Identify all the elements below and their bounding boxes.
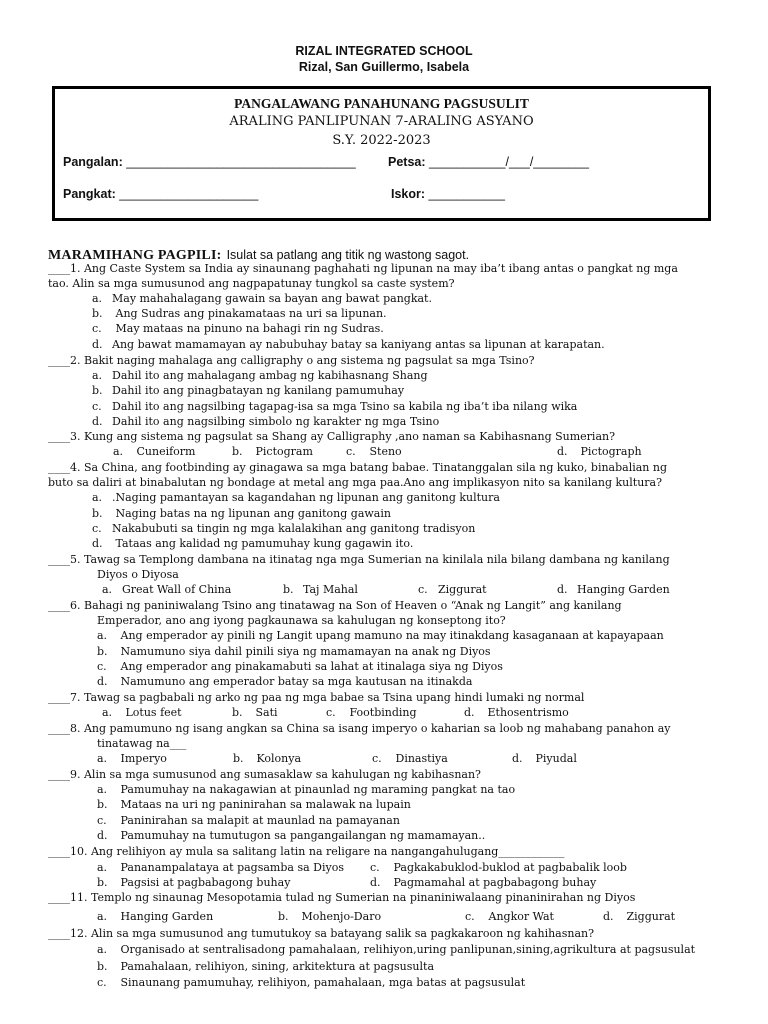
option-text: Lotus feet (122, 706, 182, 719)
exam-header-box (52, 86, 711, 221)
option (92, 307, 387, 321)
school-name: RIZAL INTEGRATED SCHOOL (295, 44, 473, 58)
option-letter: a. (97, 629, 108, 642)
question-text: ____1. Ang Caste System sa India ay sinaunang paghahati ng lipunan na may iba’t ibang antas o pangkat ng mga (48, 262, 678, 275)
option-letter: d. (557, 445, 568, 458)
option-text: Pagkakabuklod-buklod at pagbabalik loob (390, 861, 627, 874)
option-letter: c. (372, 752, 382, 765)
section-field-label: Pangkat: (63, 187, 116, 201)
option-letter: b. (283, 583, 294, 596)
option-text: Ziggurat (438, 583, 487, 596)
option (92, 400, 577, 414)
section-field[interactable] (63, 187, 258, 201)
option-letter: b. (97, 798, 108, 811)
option-letter: c. (97, 976, 107, 989)
option-letter: c. (370, 861, 380, 874)
option-text: Pamumuhay na nakagawian at pinaunlad ng maraming pangkat na tao (117, 783, 516, 796)
score-line[interactable]: ___________ (428, 187, 506, 201)
option (97, 976, 525, 990)
option (97, 752, 167, 766)
option (97, 861, 344, 875)
option (92, 338, 605, 352)
option-letter: d. (512, 752, 523, 765)
option (603, 910, 675, 924)
option-letter: a. (97, 752, 108, 765)
exam-subject: ARALING PANLIPUNAN 7-ARALING ASYANO (229, 114, 534, 129)
option-text: Ang Sudras ang pinakamataas na uri sa lipunan. (112, 307, 387, 320)
option (97, 814, 400, 828)
option-letter: b. (232, 445, 243, 458)
option-text: Ang bawat mamamayan ay nabubuhay batay sa kaniyang antas sa lipunan at karapatan. (112, 338, 605, 351)
option (97, 910, 213, 924)
option (92, 491, 500, 505)
option (97, 660, 503, 674)
option-letter: d. (370, 876, 381, 889)
option (97, 798, 411, 812)
option (464, 706, 569, 720)
option-letter: c. (97, 814, 107, 827)
option (232, 706, 278, 720)
option (283, 583, 358, 597)
option-text: Paninirahan sa malapit at maunlad na pamayanan (117, 814, 400, 827)
option (92, 292, 432, 306)
option-letter: b. (232, 706, 243, 719)
option-text: Ziggurat (623, 910, 676, 923)
option-text: Organisado at sentralisadong pamahalaan, relihiyon,uring panlipunan,sining,agrikultura at pagsusulat (117, 943, 696, 956)
option-text: Pictograph (577, 445, 642, 458)
option-text: Dinastiya (392, 752, 448, 765)
option-letter: a. (97, 943, 108, 956)
school-address: Rizal, San Guillermo, Isabela (298, 60, 470, 74)
name-field[interactable] (63, 155, 356, 169)
date-field[interactable] (388, 155, 589, 169)
option-letter: c. (97, 660, 107, 673)
section-heading (48, 244, 469, 264)
option (102, 706, 182, 720)
question-text: ____4. Sa China, ang footbinding ay ginagawa sa mga batang babae. Tinatanggalan sila ng kuko, binabalian ng (48, 461, 668, 474)
option-text: Dahil ito ang nagsilbing tagapag-isa sa mga Tsino sa kabila ng iba’t iba nilang wika (112, 400, 578, 413)
option-text: Angkor Wat (485, 910, 554, 923)
option-letter: b. (92, 384, 103, 397)
name-line[interactable]: _________________________________ (126, 155, 356, 169)
question-text: ____9. Alin sa mga sumusunod ang sumasaklaw sa kahulugan ng kabihasnan? (48, 768, 481, 781)
option (92, 537, 413, 551)
option-text: Sinaunang pamumuhay, relihiyon, pamahalaan, mga batas at pagsusulat (117, 976, 526, 989)
option (465, 910, 554, 924)
option-text: Mataas na uri ng paninirahan sa malawak na lupain (117, 798, 411, 811)
question-text: ____7. Tawag sa pagbabali ng arko ng paa ng mga babae sa Tsina upang hindi lumaki ng normal (48, 691, 585, 704)
option-text: Steno (366, 445, 402, 458)
section-field-line[interactable]: ____________________ (119, 187, 259, 201)
option-text: Mohenjo-Daro (298, 910, 382, 923)
option-letter: c. (346, 445, 356, 458)
option (418, 583, 487, 597)
option-text: .Naging pamantayan sa kagandahan ng lipunan ang ganitong kultura (112, 491, 500, 504)
option-text: Pananampalataya at pagsamba sa Diyos (117, 861, 344, 874)
option (370, 876, 596, 890)
option (113, 445, 196, 459)
section-label: MARAMIHANG PAGPILI: (48, 248, 222, 263)
option (97, 829, 485, 843)
question-text: ____8. Ang pamumuno ng isang angkan sa China sa isang imperyo o kaharian sa loob ng mahabang panahon ay (48, 722, 671, 735)
option-letter: a. (92, 369, 103, 382)
option (92, 507, 391, 521)
option (97, 960, 434, 974)
option-text: Pagsisi at pagbabagong buhay (117, 876, 291, 889)
option (92, 322, 384, 336)
option-text: Naging batas na ng lipunan ang ganitong gawain (112, 507, 391, 520)
option-letter: b. (92, 307, 103, 320)
option-letter: d. (464, 706, 475, 719)
option-text: Tataas ang kalidad ng pamumuhay kung gagawin ito. (112, 537, 414, 550)
option (92, 384, 404, 398)
section-instruction: Isulat sa patlang ang titik ng wastong sagot. (226, 248, 470, 262)
option-letter: b. (97, 876, 108, 889)
option-text: Sati (252, 706, 278, 719)
option-letter: a. (92, 491, 103, 504)
question-text: ____5. Tawag sa Templong dambana na itinatag nga mga Sumerian na kinilala nila bilang dambana ng kanilang (48, 553, 670, 566)
question-text: ____2. Bakit naging mahalaga ang calligraphy o ang sistema ng pagsulat sa mga Tsino? (48, 354, 535, 367)
option-letter: c. (418, 583, 428, 596)
option-text: Nakabubuti sa tingin ng mga kalalakihan ang ganitong tradisyon (112, 522, 476, 535)
option-letter: d. (92, 537, 103, 550)
option-letter: d. (97, 675, 108, 688)
option-letter: b. (97, 960, 108, 973)
option (97, 675, 472, 689)
option-text: Ethosentrismo (484, 706, 569, 719)
option (557, 445, 642, 459)
question-text: ____12. Alin sa mga sumusunod ang tumutukoy sa batayang salik sa pagkakaroon ng kahihasnan? (48, 927, 595, 940)
option-text: Imperyo (117, 752, 167, 765)
question-text: buto sa daliri at binabalutan ng bondage at metal ang mga paa.Ano ang implikasyon nito sa kanilang kultura? (48, 476, 662, 489)
option (102, 583, 231, 597)
option-text: Pictogram (252, 445, 313, 458)
score-label: Iskor: (391, 187, 426, 201)
question-text: Diyos o Diyosa (97, 568, 179, 581)
option-text: Kolonya (253, 752, 302, 765)
option (346, 445, 402, 459)
option-text: Dahil ito ang pinagbatayan ng kanilang pamumuhay (112, 384, 405, 397)
option-text: Dahil ito ang mahalagang ambag ng kabihasnang Shang (112, 369, 428, 382)
exam-title: PANGALAWANG PANAHUNANG PAGSUSULIT (234, 96, 529, 111)
date-label: Petsa: (388, 155, 426, 169)
question-text: tao. Alin sa mga sumusunod ang nagpapatunay tungkol sa caste system? (48, 277, 455, 290)
option-letter: a. (97, 910, 108, 923)
question-text: ____11. Templo ng sinaunag Mesopotamia tulad ng Sumerian na pinaniniwalaang pinaninirahan ng Diyos (48, 891, 636, 904)
option-letter: c. (92, 522, 102, 535)
option-text: Great Wall of China (122, 583, 232, 596)
option-letter: a. (92, 292, 103, 305)
option-letter: b. (92, 507, 103, 520)
option (97, 943, 695, 957)
option-letter: d. (603, 910, 614, 923)
option-letter: c. (92, 400, 102, 413)
option-letter: c. (465, 910, 475, 923)
option-letter: c. (326, 706, 336, 719)
option-text: Taj Mahal (303, 583, 358, 596)
option-letter: a. (113, 445, 124, 458)
option-letter: c. (92, 322, 102, 335)
option-text: Pagmamahal at pagbabagong buhay (390, 876, 597, 889)
option (97, 629, 664, 643)
option-letter: a. (97, 783, 108, 796)
option-text: Namumuno siya dahil pinili siya ng mamamayan na anak ng Diyos (117, 645, 491, 658)
question-text: tinatawag na___ (97, 737, 187, 750)
option (92, 415, 439, 429)
option (326, 706, 417, 720)
score-field[interactable] (391, 187, 505, 201)
question-text: ____6. Bahagi ng paniniwalang Tsino ang tinatawag na Son of Heaven o “Anak ng Langit” ang kanilang (48, 599, 622, 612)
school-year: S.Y. 2022-2023 (332, 133, 431, 148)
option-text: Ang emperador ang pinakamabuti sa lahat at itinalaga siya ng Diyos (117, 660, 503, 673)
question-text: Emperador, ano ang iyong pagkaunawa sa kahulugan ng konseptong ito? (97, 614, 506, 627)
option-text: Namumuno ang emperador batay sa mga kautusan na itinakda (117, 675, 473, 688)
option-text: May mahahalagang gawain sa bayan ang bawat pangkat. (112, 292, 432, 305)
option-text: Cuneiform (133, 445, 196, 458)
option (370, 861, 627, 875)
option (233, 752, 301, 766)
option-letter: a. (102, 583, 113, 596)
option (557, 583, 670, 597)
question-text: ____3. Kung ang sistema ng pagsulat sa Shang ay Calligraphy ,ano naman sa Kabihasnang Sumerian? (48, 430, 615, 443)
option-text: Hanging Garden (117, 910, 214, 923)
option-text: Dahil ito ang nagsilbing simbolo ng karakter ng mga Tsino (112, 415, 440, 428)
option (92, 522, 475, 536)
option-text: Hanging Garden (577, 583, 670, 596)
name-label: Pangalan: (63, 155, 123, 169)
option-letter: d. (92, 338, 103, 351)
option-letter: d. (557, 583, 568, 596)
option-letter: b. (278, 910, 289, 923)
option (512, 752, 577, 766)
option-letter: d. (92, 415, 103, 428)
option (372, 752, 448, 766)
option (97, 876, 290, 890)
question-text: ____10. Ang relihiyon ay mula sa salitang latin na religare na nangangahulugang____________ (48, 845, 565, 858)
option-text: Piyudal (532, 752, 577, 765)
option-letter: a. (97, 861, 108, 874)
option (97, 783, 515, 797)
option-text: Pamahalaan, relihiyon, sining, arkitektura at pagsusulta (117, 960, 434, 973)
option-letter: d. (97, 829, 108, 842)
option (97, 645, 491, 659)
date-line[interactable]: ___________/___/________ (429, 155, 589, 169)
option (92, 369, 428, 383)
option-text: Pamumuhay na tumutugon sa pangangailangan ng mamamayan.. (117, 829, 486, 842)
option-letter: b. (233, 752, 244, 765)
option-text: Ang emperador ay pinili ng Langit upang mamuno na may itinakdang kasaganaan at kapayapaan (117, 629, 664, 642)
option (232, 445, 313, 459)
option-text: Footbinding (346, 706, 417, 719)
option-letter: a. (102, 706, 113, 719)
option-letter: b. (97, 645, 108, 658)
option-text: May mataas na pinuno na bahagi rin ng Sudras. (112, 322, 384, 335)
option (278, 910, 381, 924)
